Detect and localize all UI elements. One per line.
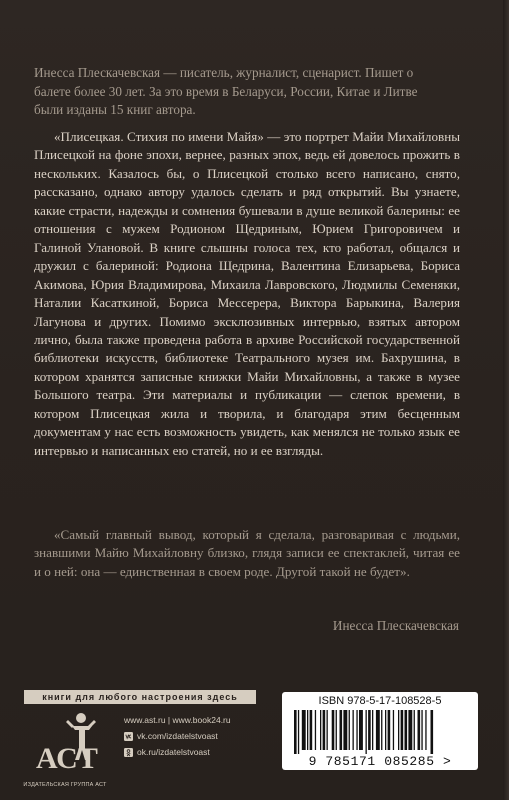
barcode-bar [294,710,297,754]
barcode-bar [302,710,306,750]
barcode-panel [282,692,478,770]
barcode-bar [320,710,321,750]
barcode-bar [310,710,313,750]
barcode-bar [336,710,337,750]
barcode-bar [366,710,367,754]
barcode-bar [418,710,421,750]
barcode-bar [425,710,426,750]
barcode-bar [356,710,357,750]
barcode-bar [401,710,404,750]
barcode-bar [298,710,299,754]
author-signature: Инесса Плескачевская [332,618,459,633]
ast-logo-text: АСТ [36,742,98,775]
barcode-bar [421,710,422,750]
barcode-bar [332,710,335,750]
websites-link[interactable]: www.ast.ru | www.book24.ru [124,715,231,725]
ast-logo [28,708,110,780]
barcode-bar [340,710,343,750]
author-bio: Инесса Плескачевская — писатель, журналист, сценарист. Пишет о балете более 30 лет. За это время в Беларуси, России, Китае и Литве были изданы 15 книг автора. [34,65,418,117]
barcode-bar [359,710,363,750]
ok-row [124,744,231,760]
barcode-bar [343,710,347,750]
spine-edge [503,0,509,800]
barcode-bar [323,710,326,750]
websites-row [124,712,231,728]
barcode-digits: 9 785171 085285 > [308,754,452,769]
barcode-bar [327,710,328,750]
barcode-bar [372,710,373,750]
barcode-bar [307,710,308,750]
author-quote [34,526,460,581]
book-description [34,128,460,460]
barcode-bar [393,710,394,750]
isbn-label: ISBN 978-5-17-108528-5 [318,695,442,707]
odnoklassniki-icon [124,748,133,757]
barcode-bar [431,710,434,754]
publisher-links [124,712,231,760]
barcode-bar [315,710,316,750]
publisher-caption: ИЗДАТЕЛЬСКАЯ ГРУППА АСТ [23,782,107,788]
barcode-bar [381,710,382,750]
barcode-bar [414,710,415,750]
description-paragraph: «Плисецкая. Стихия по имени Майя» — это портрет Майи Михайловны Плисецкой на фоне эпохи, вернее, разных эпох, ведь ей довелось прожить в нескольких. Казалось бы, о Плисецкой столько всего написано, снято, рассказано, однако автору удалось сделать и ряд открытий. Вы узнаете, какие страсти, надежды и сомнения бушевали в душе великой балерины: ее отношения с мужем Родионом Щедриным, Юрием Григоровичем и Галиной Улановой. В книге слышны голоса тех, кто работал, общался и дружил с балериной: Родиона Щедрина, Валентина Елизарьева, Бориса Акимова, Юрия Владимирова, Михаила Лавровского, Людмилы Семеняки, Наталии Касаткиной, Бориса Мессерера, Виктора Барыкина, Валерия Лагунова и других. Помимо эксклюзивных интервью, взятых автором лично, была также проведена работа в архиве Российской государственной библиотеки искусств, библиотеке Театрального музея им. Бахрушина, в котором хранятся записные книжки Майи Михайловны, а также в музее Большого театра. Эти материалы и публикации — слепок времени, в котором Плисецкая жила и творила, и благодаря этим бесценным документам у нас есть возможность увидеть, как менялся не только язык ее интервью и написанных ею статей, но и ее взгляды. [34,129,460,458]
barcode-icon [292,710,468,754]
vk-row [124,728,231,744]
ast-logo-icon [28,708,110,780]
quote-paragraph: «Самый главный вывод, который я сделала, разговаривая с людьми, знавшими Майю Михайловну близко, глядя записи ее спектаклей, читая ее и о ней: она — единственная в своем роде. Другой такой не будет». [34,527,460,579]
barcode-bar [349,710,350,750]
vk-icon [124,732,133,741]
vk-link[interactable]: vk.com/izdatelstvoast [137,731,218,741]
barcode-bar [388,710,391,750]
barcode-bar [353,710,354,750]
publisher-tagline: книги для любого настроения здесь [24,690,256,704]
barcode-bar [385,710,386,750]
barcode-bar [376,710,380,750]
barcode-bar [368,710,371,750]
barcode-bar [408,710,412,750]
barcode-bar [405,710,408,750]
ok-link[interactable]: ok.ru/izdatelstvoast [137,747,210,757]
barcode-bar [398,710,399,750]
